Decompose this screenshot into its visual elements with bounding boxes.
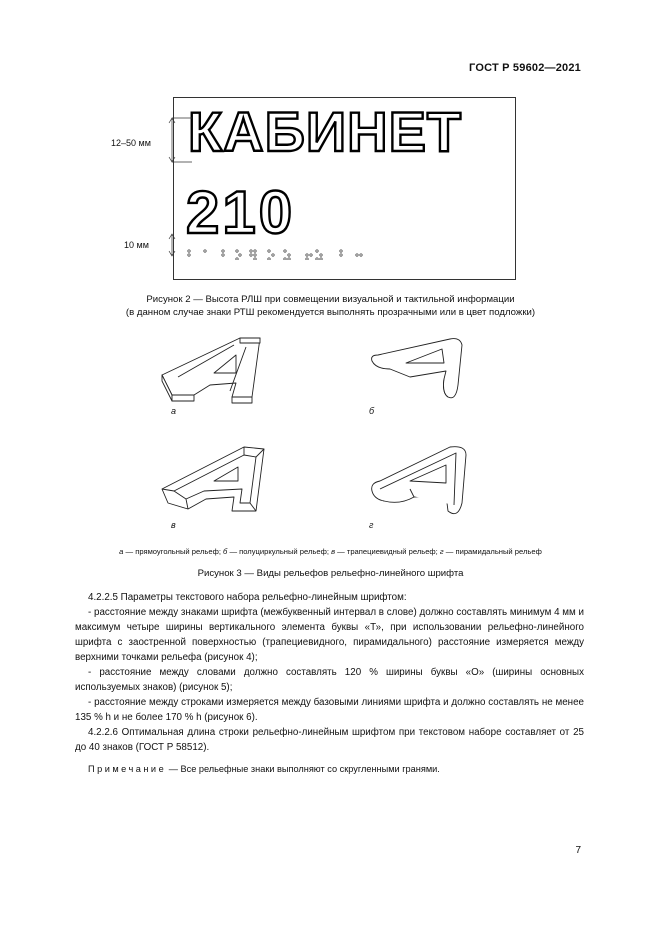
legend-key-b: б [223, 547, 228, 556]
paragraph-letter-spacing: - расстояние между знаками шрифта (межбуквенный интервал в слове) должно составлять минимум 4 мм и максимум четыре ширины вертикального элемента буквы «Т», при использовании рельефно-линейного шрифта с заостренной поверхностью (трапециевидного, пирамидального) расстояние измеряется между верхними точками рельефа (рисунок 4); [75, 607, 584, 663]
sign-number: 210 [186, 179, 296, 246]
body-text [75, 590, 584, 777]
figure3-legend [20, 547, 641, 556]
legend-text-g: — пирамидальный рельеф [443, 547, 542, 556]
figure3-label-v: в [171, 520, 176, 530]
legend-text-b: — полуциркульный рельеф; [227, 547, 332, 556]
legend-key-v: в [331, 547, 336, 556]
paragraph-4-2-2-6: 4.2.2.6 Оптимальная длина строки рельефно-линейным шрифтом при текстовом наборе составляет от 25 до 40 знаков (ГОСТ Р 58512). [75, 727, 584, 753]
legend-key-g: г [439, 547, 444, 556]
figure3-label-g: г [369, 520, 374, 530]
legend-key-a: а [119, 547, 124, 556]
paragraph-4-2-2-5: 4.2.2.5 Параметры текстового набора рельефно-линейным шрифтом: [88, 592, 407, 603]
dim-top-label: 12–50 мм [111, 138, 151, 148]
figure3-label-b: б [369, 406, 375, 416]
relief-letters-illustration [145, 335, 565, 545]
dim-bottom-label: 10 мм [124, 240, 149, 250]
figure3-label-a: а [171, 406, 177, 416]
figure2-caption-line1: Рисунок 2 — Высота РЛШ при совмещении визуальной и тактильной информации [146, 294, 515, 305]
dimension-lines [152, 110, 192, 270]
legend-text-a: — прямоугольный рельеф; [123, 547, 224, 556]
standard-header: ГОСТ Р 59602—2021 [469, 62, 581, 74]
figure2-caption-line2: (в данном случае знаки РТШ рекомендуется выполнять прозрачными или в цвет подложки) [125, 307, 536, 318]
page-number: 7 [575, 845, 581, 856]
braille-dots [185, 248, 375, 260]
note-text: — Все рельефные знаки выполняют со скругленными гранями. [166, 764, 440, 774]
sign-word: КАБИНЕТ [188, 100, 463, 163]
paragraph-word-spacing: - расстояние между словами должно составлять 120 % ширины буквы «О» (ширины основных используемых знаков) (рисунок 5); [75, 667, 584, 693]
note [75, 762, 584, 777]
legend-text-v: — трапециевидный рельеф; [335, 547, 440, 556]
paragraph-line-spacing: - расстояние между строками измеряется между базовыми линиями шрифта и должно составлять не менее 135 % h и не более 170 % h (рисунок 6). [75, 697, 584, 723]
figure3-caption: Рисунок 3 — Виды рельефов рельефно-линейного шрифта [197, 568, 464, 579]
note-label: Примечание [88, 764, 167, 774]
